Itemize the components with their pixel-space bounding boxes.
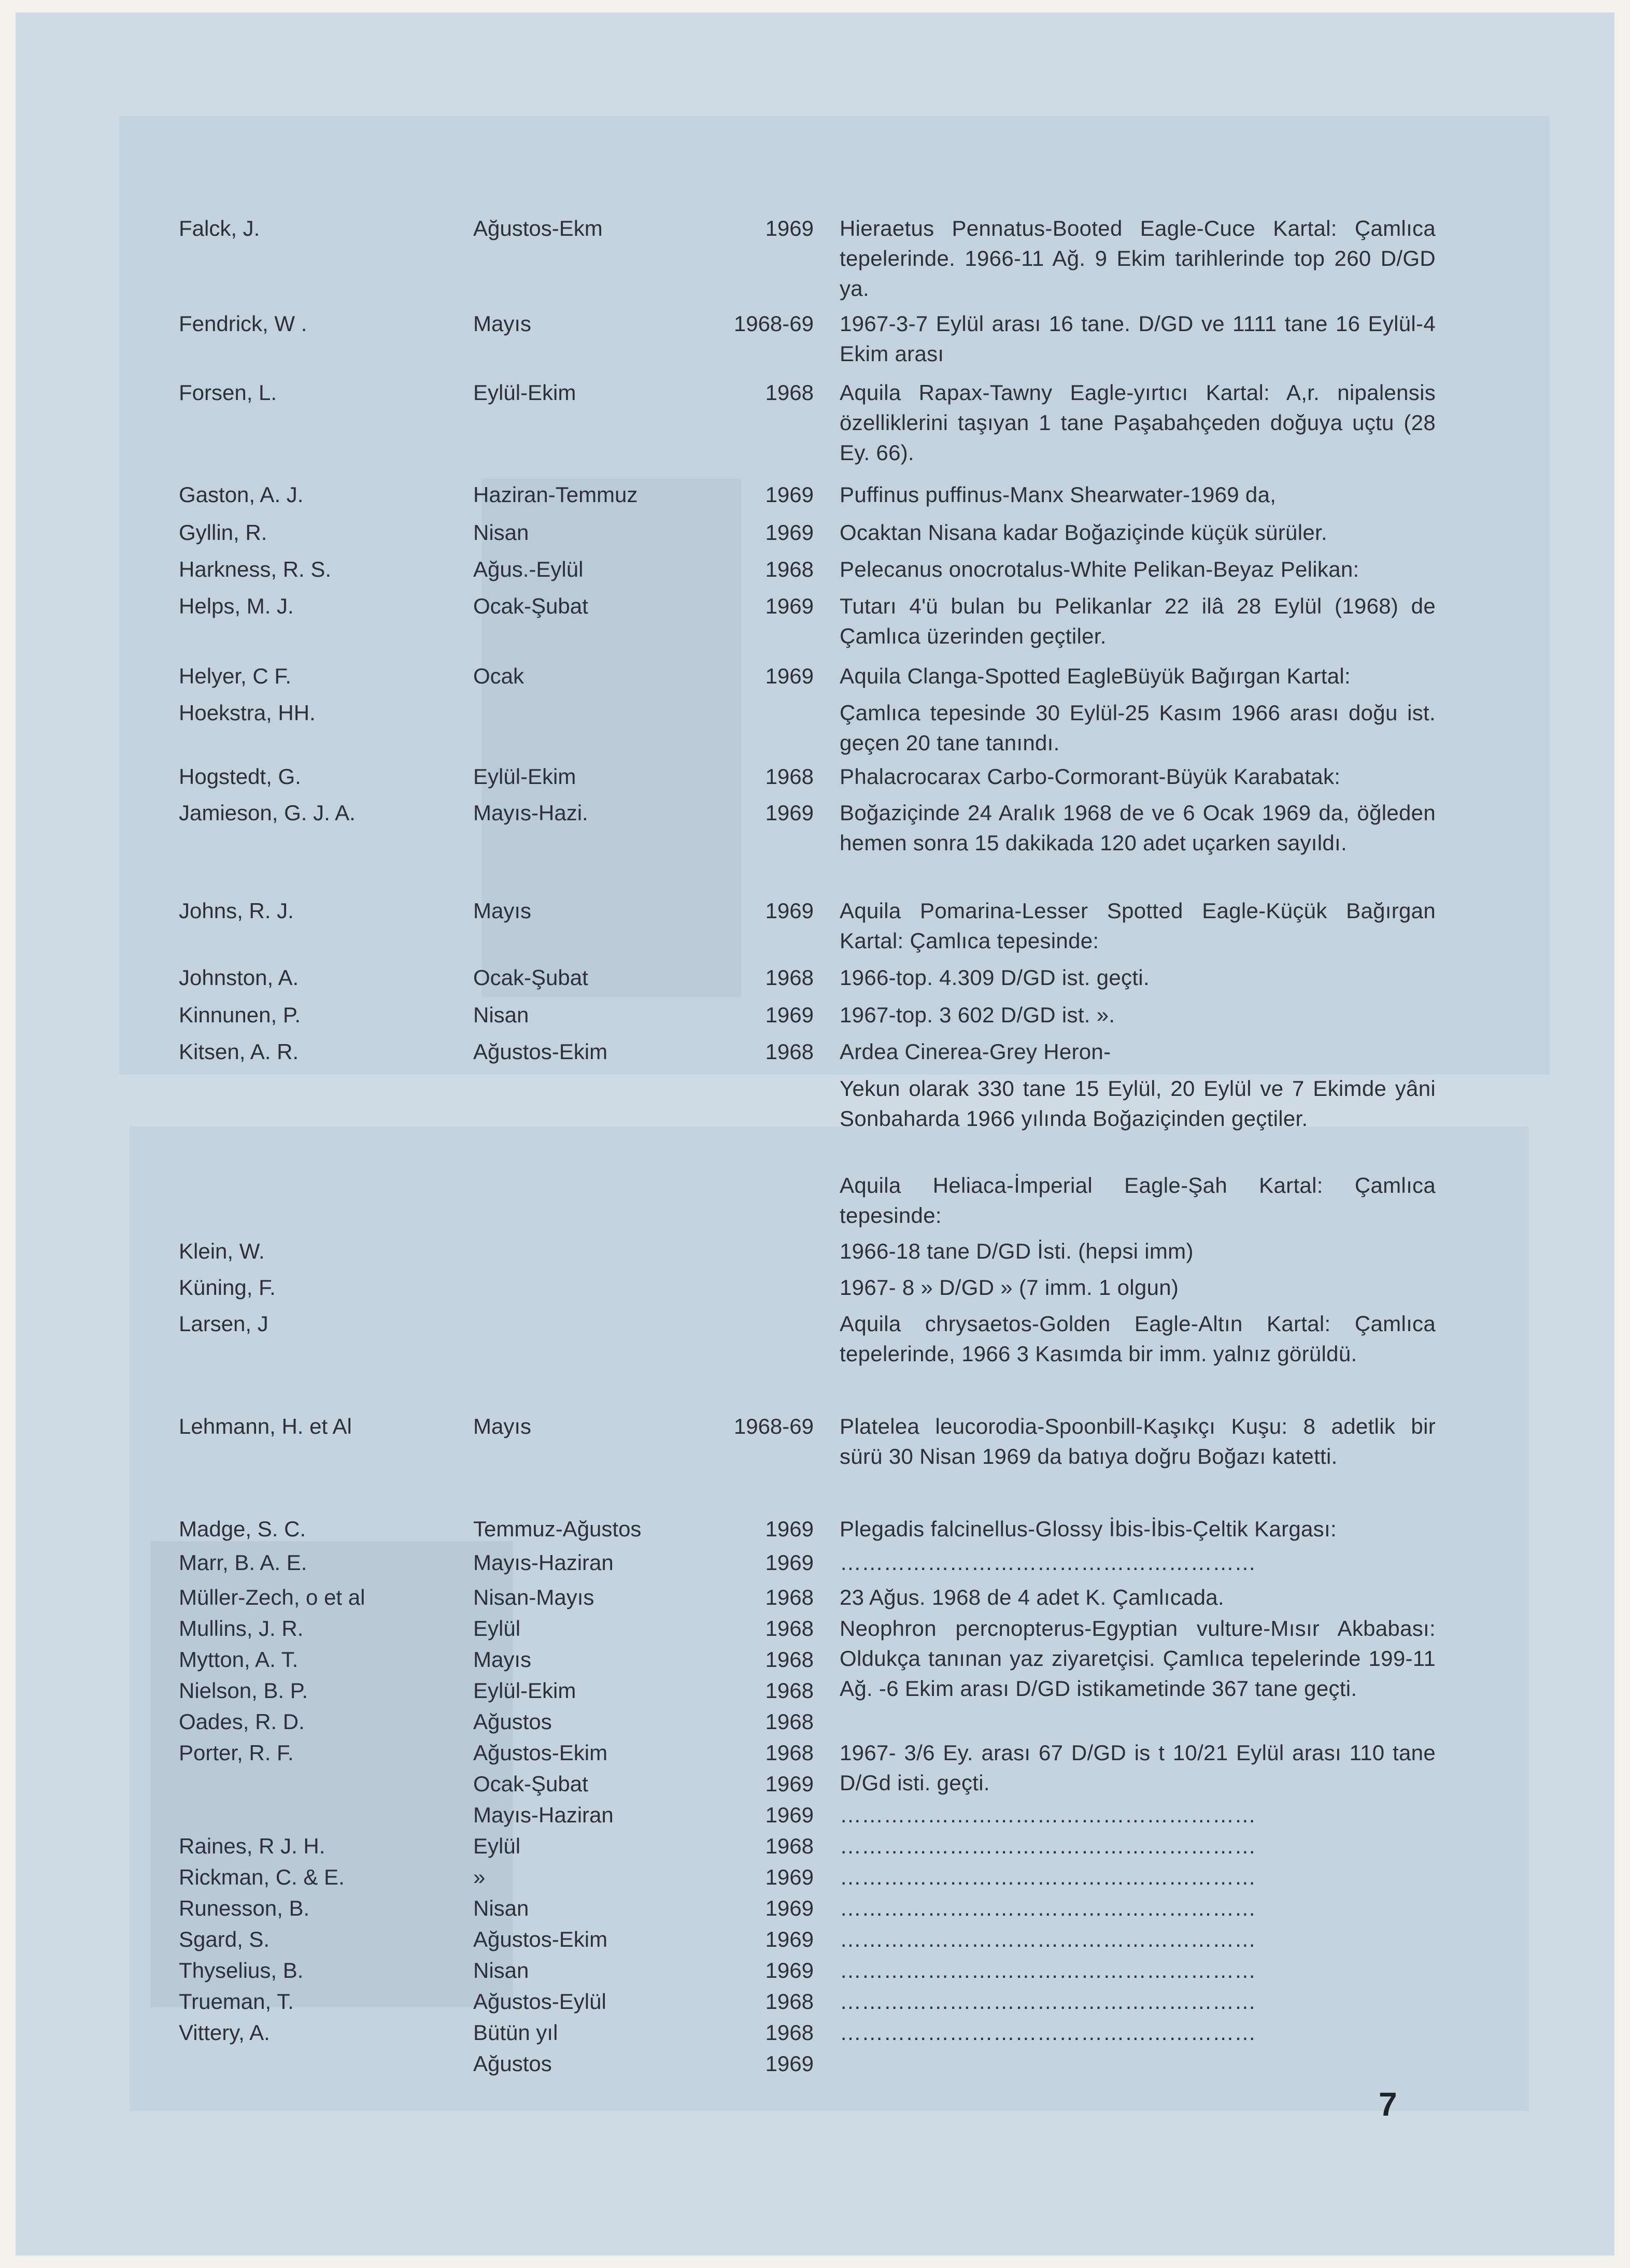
observation-period: Nisan xyxy=(473,1958,529,1982)
observation-year: 1969 xyxy=(765,1958,814,1982)
observation-period: Ağustos-Ekim xyxy=(473,1741,608,1765)
observation-note: 1966-top. 4.309 D/GD ist. geçti. xyxy=(840,965,1150,990)
observation-year: 1968 xyxy=(765,764,814,789)
observer-name: Marr, B. A. E. xyxy=(179,1550,307,1575)
observer-name: Lehmann, H. et Al xyxy=(179,1414,352,1438)
observation-note: ………………………………………………… xyxy=(840,1989,1256,2014)
observer-name: Rickman, C. & E. xyxy=(179,1865,345,1889)
observer-name: Hogstedt, G. xyxy=(179,764,301,789)
observer-name: Gyllin, R. xyxy=(179,520,267,545)
observation-year: 1969 xyxy=(765,1003,814,1027)
observation-note: Platelea leucorodia-Spoonbill-Kaşıkçı Kuşu: 8 adetlik bir sürü 30 Nisan 1969 da batıya doğru Boğazı katetti. xyxy=(840,1414,1436,1468)
observation-year: 1968 xyxy=(765,2020,814,2045)
observation-period: Bütün yıl xyxy=(473,2020,558,2045)
observer-name: Runesson, B. xyxy=(179,1896,310,1920)
observation-period: Temmuz-Ağustos xyxy=(473,1517,642,1541)
observation-period: Mayıs xyxy=(473,1647,532,1672)
observation-period: » xyxy=(473,1865,486,1889)
observation-period: Mayıs xyxy=(473,311,532,336)
observer-name: Harkness, R. S. xyxy=(179,557,332,581)
observer-name: Forsen, L. xyxy=(179,380,277,405)
observation-note: Ardea Cinerea-Grey Heron- xyxy=(840,1039,1111,1064)
observation-note: Pelecanus onocrotalus-White Pelikan-Beyaz Pelikan: xyxy=(840,557,1359,581)
observation-year: 1968 xyxy=(765,1834,814,1858)
observation-year: 1968 xyxy=(765,380,814,405)
observation-note: ………………………………………………… xyxy=(840,1958,1256,1982)
observer-name: Johnston, A. xyxy=(179,965,299,990)
observation-year: 1968 xyxy=(765,1989,814,2014)
observation-note: ………………………………………………… xyxy=(840,1803,1256,1827)
observation-note: Yekun olarak 330 tane 15 Eylül, 20 Eylül ve 7 Ekimde yâni Sonbaharda 1966 yılında Boğaziçinden geçtiler. xyxy=(840,1076,1436,1131)
observation-year: 1969 xyxy=(765,520,814,545)
observation-note: Puffinus puffinus-Manx Shearwater-1969 da, xyxy=(840,482,1277,507)
observer-name: Helyer, C F. xyxy=(179,664,292,688)
observation-note: 1967-top. 3 602 D/GD ist. ». xyxy=(840,1003,1115,1027)
observation-year: 1969 xyxy=(765,594,814,618)
observation-note: 23 Ağus. 1968 de 4 adet K. Çamlıcada. xyxy=(840,1585,1224,1609)
observation-note: Phalacrocarax Carbo-Cormorant-Büyük Karabatak: xyxy=(840,764,1341,789)
observation-year: 1969 xyxy=(765,801,814,825)
observer-name: Vittery, A. xyxy=(179,2020,270,2045)
observation-note: Neophron percnopterus-Egyptian vulture-Mısır Akbabası: Oldukça tanınan yaz ziyaretçisi. Çamlıca tepelerinde 199-11 Ağ. -6 Ekim arası D/GD istikametinde 367 tane geçti. xyxy=(840,1616,1436,1701)
observation-period: Ocak-Şubat xyxy=(473,594,588,618)
observation-year: 1968 xyxy=(765,1709,814,1734)
observer-name: Küning, F. xyxy=(179,1275,276,1300)
observation-note: Plegadis falcinellus-Glossy İbis-İbis-Çeltik Kargası: xyxy=(840,1517,1337,1541)
observation-table xyxy=(16,12,1614,2256)
observation-note: ………………………………………………… xyxy=(840,1927,1256,1951)
observation-period: Ağustos-Ekim xyxy=(473,1039,608,1064)
observation-year: 1968 xyxy=(765,557,814,581)
observation-note: ………………………………………………… xyxy=(840,1550,1256,1575)
observation-year: 1969 xyxy=(765,2051,814,2076)
observer-name: Kinnunen, P. xyxy=(179,1003,301,1027)
observation-note: Aquila Clanga-Spotted EagleBüyük Bağırgan Kartal: xyxy=(840,664,1351,688)
observation-year: 1969 xyxy=(765,1865,814,1889)
observation-note: Boğaziçinde 24 Aralık 1968 de ve 6 Ocak 1969 da, öğleden hemen sonra 15 dakikada 120 adet uçarken sayıldı. xyxy=(840,801,1436,855)
observation-period: Haziran-Temmuz xyxy=(473,482,638,507)
observation-note: ………………………………………………… xyxy=(840,1834,1256,1858)
observation-note: Hieraetus Pennatus-Booted Eagle-Cuce Kartal: Çamlıca tepelerinde. 1966-11 Ağ. 9 Ekim tarihlerinde top 260 D/GD ya. xyxy=(840,216,1436,301)
observation-note: Aquila Heliaca-İmperial Eagle-Şah Kartal: Çamlıca tepesinde: xyxy=(840,1173,1436,1228)
observation-period: Ağustos xyxy=(473,1709,552,1734)
observation-note: 1967- 3/6 Ey. arası 67 D/GD is t 10/21 Eylül arası 110 tane D/Gd isti. geçti. xyxy=(840,1741,1436,1795)
observation-year: 1969 xyxy=(765,1927,814,1951)
observation-period: Ağustos-Eylül xyxy=(473,1989,606,2014)
observer-name: Fendrick, W . xyxy=(179,311,307,336)
observation-year: 1969 xyxy=(765,216,814,240)
observer-name: Oades, R. D. xyxy=(179,1709,305,1734)
observation-period: Ağustos-Ekim xyxy=(473,1927,608,1951)
observation-year: 1968 xyxy=(765,1585,814,1609)
observation-note: Aquila chrysaetos-Golden Eagle-Altın Kartal: Çamlıca tepelerinde, 1966 3 Kasımda bir imm. yalnız görüldü. xyxy=(840,1311,1436,1366)
observation-year: 1968 xyxy=(765,965,814,990)
observation-note: Aquila Pomarina-Lesser Spotted Eagle-Küçük Bağırgan Kartal: Çamlıca tepesinde: xyxy=(840,898,1436,953)
observation-year: 1969 xyxy=(765,1896,814,1920)
observation-period: Eylül xyxy=(473,1616,521,1641)
observation-period: Ocak xyxy=(473,664,525,688)
observer-name: Porter, R. F. xyxy=(179,1741,294,1765)
observation-period: Ağustos xyxy=(473,2051,552,2076)
observer-name: Johns, R. J. xyxy=(179,898,294,923)
observation-period: Nisan-Mayıs xyxy=(473,1585,594,1609)
observer-name: Müller-Zech, o et al xyxy=(179,1585,365,1609)
observation-year: 1968 xyxy=(765,1616,814,1641)
observation-period: Ocak-Şubat xyxy=(473,1772,588,1796)
observation-period: Mayıs-Haziran xyxy=(473,1550,614,1575)
observation-period: Nisan xyxy=(473,1896,529,1920)
observation-note: Ocaktan Nisana kadar Boğaziçinde küçük sürüler. xyxy=(840,520,1327,545)
observation-year: 1969 xyxy=(765,482,814,507)
observation-note: Çamlıca tepesinde 30 Eylül-25 Kasım 1966 arası doğu ist. geçen 20 tane tanındı. xyxy=(840,701,1436,755)
observation-year: 1968 xyxy=(765,1647,814,1672)
observation-year: 1968-69 xyxy=(733,1414,814,1438)
observation-year: 1969 xyxy=(765,1517,814,1541)
observer-name: Sgard, S. xyxy=(179,1927,270,1951)
observation-period: Mayıs xyxy=(473,898,532,923)
observation-period: Nisan xyxy=(473,520,529,545)
observation-note: ………………………………………………… xyxy=(840,2020,1256,2045)
observer-name: Thyselius, B. xyxy=(179,1958,304,1982)
observation-period: Eylül xyxy=(473,1834,521,1858)
observation-year: 1968 xyxy=(765,1741,814,1765)
observation-period: Mayıs xyxy=(473,1414,532,1438)
observer-name: Larsen, J xyxy=(179,1311,268,1336)
observer-name: Raines, R J. H. xyxy=(179,1834,325,1858)
observer-name: Jamieson, G. J. A. xyxy=(179,801,356,825)
document-page xyxy=(16,12,1614,2256)
observation-period: Ocak-Şubat xyxy=(473,965,588,990)
observation-year: 1968-69 xyxy=(733,311,814,336)
observation-period: Mayıs-Haziran xyxy=(473,1803,614,1827)
observation-period: Mayıs-Hazi. xyxy=(473,801,588,825)
observer-name: Mullins, J. R. xyxy=(179,1616,304,1641)
observer-name: Mytton, A. T. xyxy=(179,1647,299,1672)
observation-year: 1968 xyxy=(765,1039,814,1064)
observation-note: ………………………………………………… xyxy=(840,1896,1256,1920)
observer-name: Gaston, A. J. xyxy=(179,482,304,507)
observation-note: 1967-3-7 Eylül arası 16 tane. D/GD ve 1111 tane 16 Eylül-4 Ekim arası xyxy=(840,311,1436,366)
page-number: 7 xyxy=(1379,2086,1397,2123)
observation-period: Eylül-Ekim xyxy=(473,764,576,789)
observation-year: 1969 xyxy=(765,1550,814,1575)
observation-year: 1968 xyxy=(765,1678,814,1703)
observation-period: Nisan xyxy=(473,1003,529,1027)
observer-name: Helps, M. J. xyxy=(179,594,294,618)
observation-note: 1967- 8 » D/GD » (7 imm. 1 olgun) xyxy=(840,1275,1179,1300)
observation-year: 1969 xyxy=(765,1772,814,1796)
observation-note: Aquila Rapax-Tawny Eagle-yırtıcı Kartal: A,r. nipalensis özelliklerini taşıyan 1 tane Paşabahçeden doğuya uçtu (28 Ey. 66). xyxy=(840,380,1436,465)
observation-year: 1969 xyxy=(765,898,814,923)
observation-year: 1969 xyxy=(765,1803,814,1827)
observer-name: Trueman, T. xyxy=(179,1989,294,2014)
observation-note: 1966-18 tane D/GD İsti. (hepsi imm) xyxy=(840,1239,1194,1263)
observation-period: Ağustos-Ekm xyxy=(473,216,603,240)
observation-period: Eylül-Ekim xyxy=(473,1678,576,1703)
observer-name: Falck, J. xyxy=(179,216,260,240)
observer-name: Madge, S. C. xyxy=(179,1517,306,1541)
observation-period: Ağus.-Eylül xyxy=(473,557,584,581)
observer-name: Klein, W. xyxy=(179,1239,265,1263)
observer-name: Hoekstra, HH. xyxy=(179,701,316,725)
observation-year: 1969 xyxy=(765,664,814,688)
observer-name: Nielson, B. P. xyxy=(179,1678,308,1703)
observation-note: Tutarı 4'ü bulan bu Pelikanlar 22 ilâ 28 Eylül (1968) de Çamlıca üzerinden geçtiler. xyxy=(840,594,1436,648)
observation-note: ………………………………………………… xyxy=(840,1865,1256,1889)
observer-name: Kitsen, A. R. xyxy=(179,1039,299,1064)
observation-period: Eylül-Ekim xyxy=(473,380,576,405)
